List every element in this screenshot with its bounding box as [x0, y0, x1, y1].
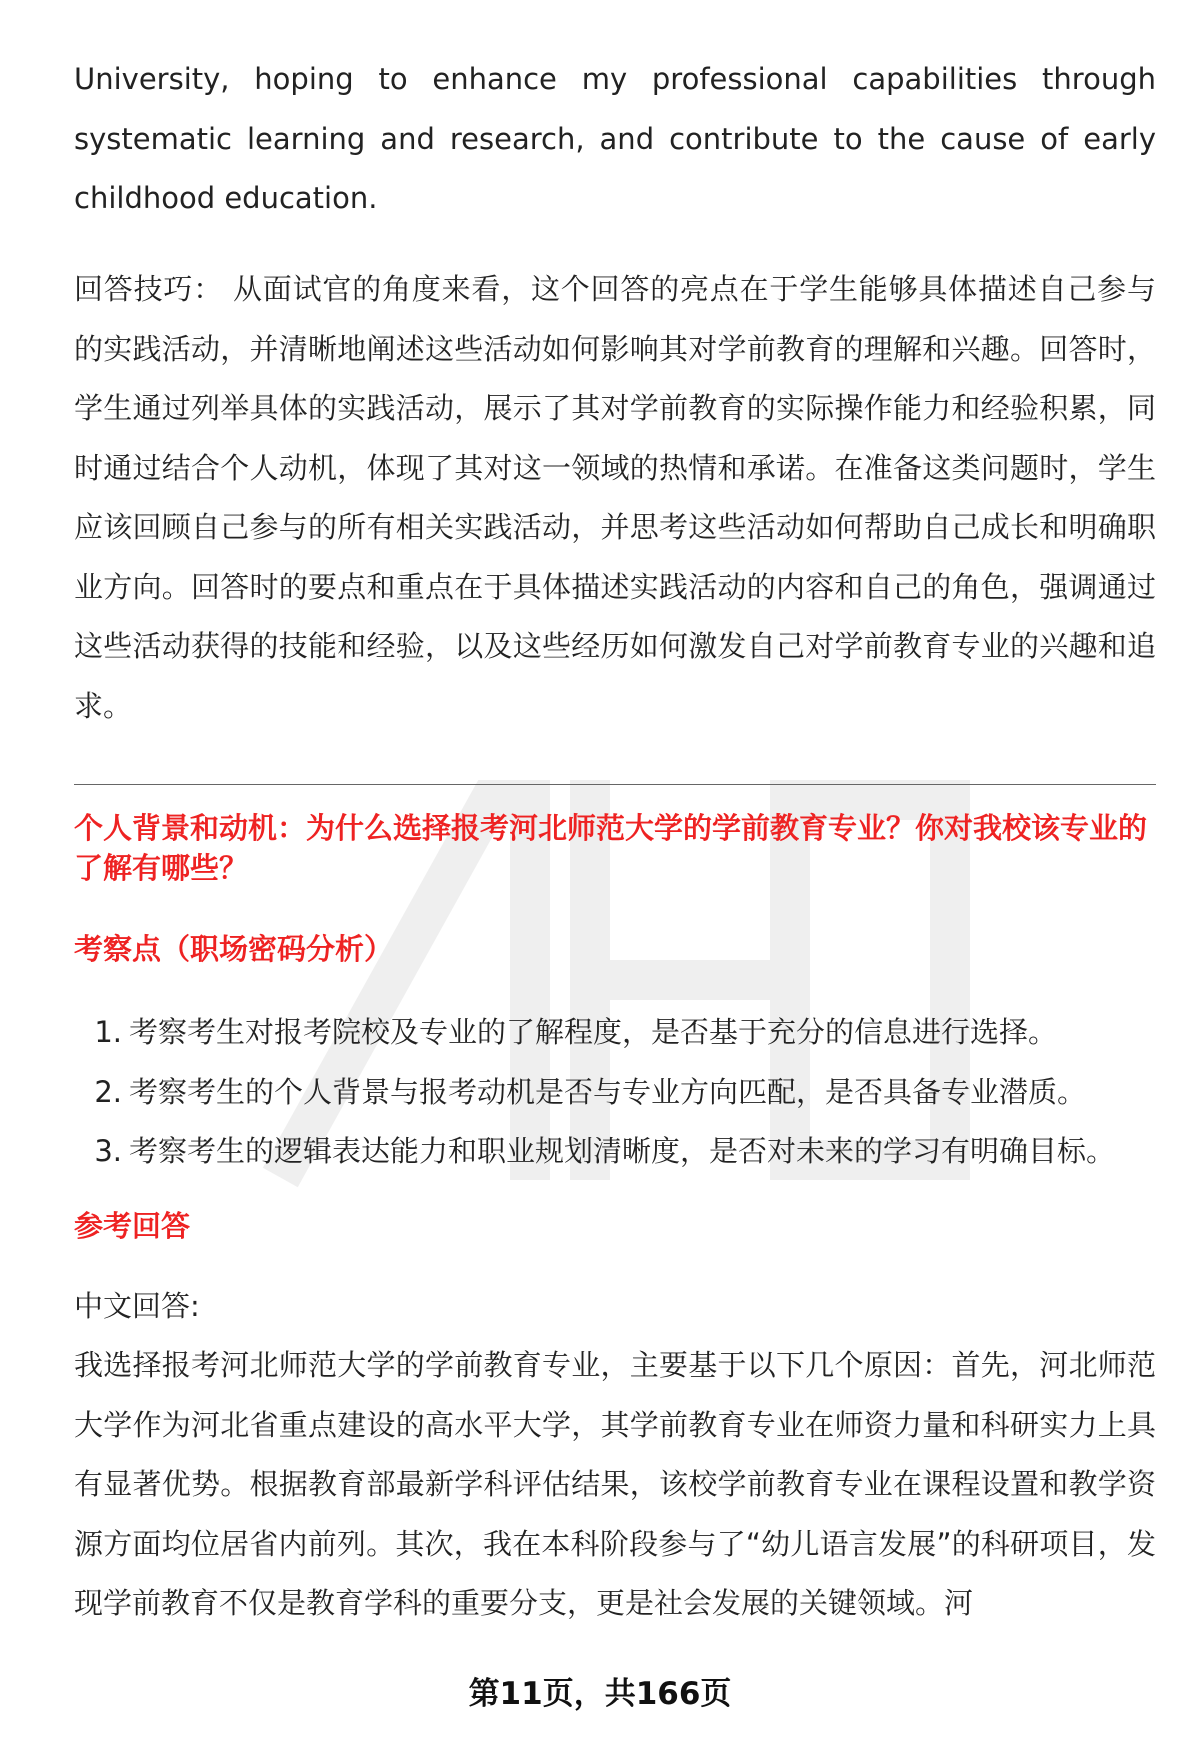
list-item [74, 1122, 1156, 1182]
list-item-text: 考察考生对报考院校及专业的了解程度，是否基于充分的信息进行选择。 [129, 1015, 1058, 1049]
section-divider [74, 784, 1156, 785]
list-item-text: 考察考生的逻辑表达能力和职业规划清晰度，是否对未来的学习有明确目标。 [129, 1134, 1116, 1168]
answer-tip-text: 从面试官的角度来看，这个回答的亮点在于学生能够具体描述自己参与的实践活动，并清晰地阐述这些活动如何影响其对学前教育的理解和兴趣。回答时，学生通过列举具体的实践活动，展示了其对学前教育的实际操作能力和经验积累，同时通过结合个人动机，体现了其对这一领域的热情和承诺。在准备这类问题时，学生应该回顾自己参与的所有相关实践活动，并思考这些活动如何帮助自己成长和明确职业方向。回答时的要点和重点在于具体描述实践活动的内容和自己的角色，强调通过这些活动获得的技能和经验，以及这些经历如何激发自己对学前教育专业的兴趣和追求。 [74, 272, 1156, 723]
chinese-answer-paragraph: 我选择报考河北师范大学的学前教育专业，主要基于以下几个原因：首先，河北师范大学作为河北省重点建设的高水平大学，其学前教育专业在师资力量和科研实力上具有显著优势。根据教育部最新学科评估结果，该校学前教育专业在课程设置和教学资源方面均位居省内前列。其次，我在本科阶段参与了“幼儿语言发展”的科研项目，发现学前教育不仅是教育学科的重要分支，更是社会发展的关键领域。河 [74, 1348, 1156, 1620]
list-item-number: 2. [94, 1074, 122, 1109]
reference-answer-title: 参考回答 [74, 1209, 191, 1243]
question-heading: 个人背景和动机：为什么选择报考河北师范大学的学前教育专业？你对我校该专业的了解有哪些？ [74, 811, 1148, 885]
list-item-number: 1. [94, 1015, 122, 1049]
answer-tip-label: 回答技巧： [74, 272, 223, 306]
focus-points-list [74, 1003, 1156, 1182]
list-item-text: 考察考生的个人背景与报考动机是否与专业方向匹配，是否具备专业潜质。 [129, 1074, 1087, 1109]
list-item-number: 3. [94, 1134, 122, 1168]
list-item [74, 1063, 1156, 1123]
list-item [74, 1003, 1156, 1063]
intro-paragraph: University, hoping to enhance my professional capabilities through systematic learning and research, and contribute to the cause of early childhood education. [74, 62, 1156, 215]
page-number-footer: 第11页，共166页 [468, 1676, 732, 1712]
chinese-answer-label: 中文回答: [74, 1289, 200, 1323]
answer-tip-paragraph [74, 260, 1156, 736]
focus-title: 考察点（职场密码分析） [74, 932, 394, 966]
